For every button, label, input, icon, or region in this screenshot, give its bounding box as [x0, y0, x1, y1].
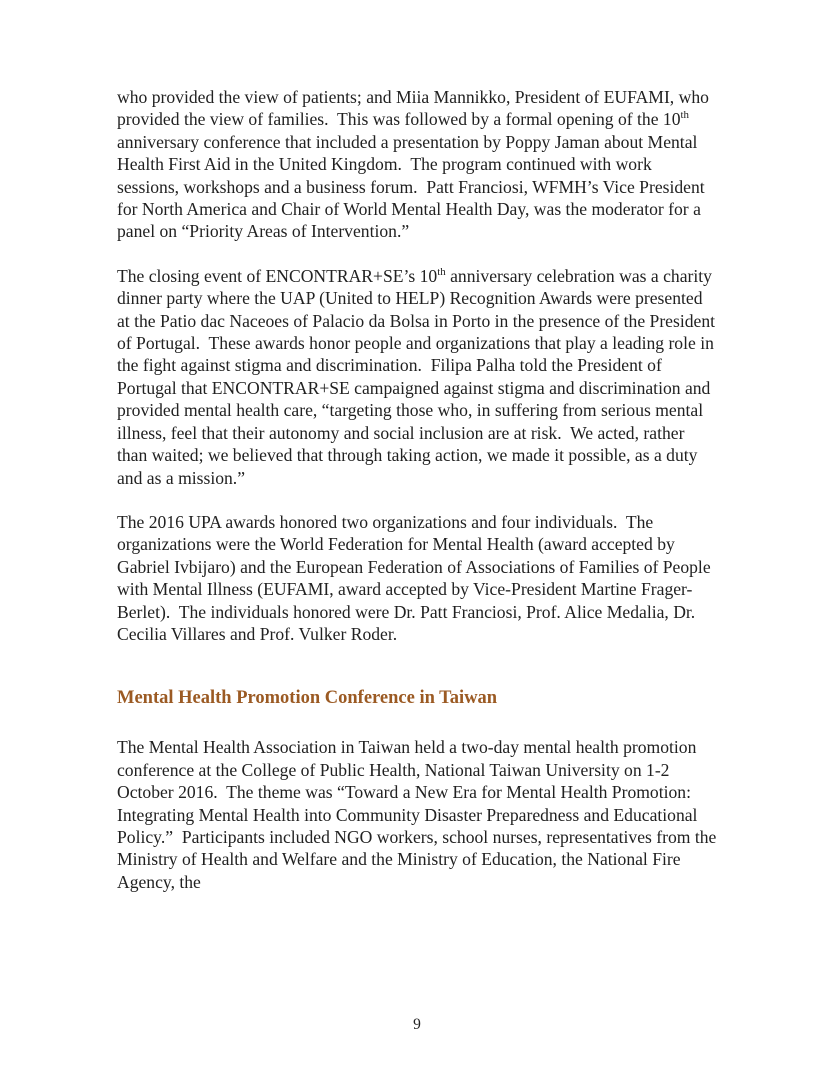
text-run: anniversary celebration was a charity dinner party where the UAP (United to HELP) Recognition Awards were presented at the Patio dac Naceoes of Palacio da Bolsa in Porto in the presence of the President of Portugal. These awards honor people and organizations that play a leading role in the fight against stigma and discrimination. Filipa Palha told the President of Portugal that ENCONTRAR+SE campaigned against stigma and discrimination and provided mental health care, “targeting those who, in suffering from serious mental illness, feel that their autonomy and social inclusion are at risk. We acted, rather than waited; we believed that through taking action, we made it possible, as a duty and as a mission.”: [117, 265, 720, 488]
text-run: The 2016 UPA awards honored two organizations and four individuals. The organizations were the World Federation for Mental Health (award accepted by Gabriel Ivbijaro) and the European Federation of Associations of Families of People with Mental Illness (EUFAMI, award accepted by Vice-President Martine Frager-Berlet). The individuals honored were Dr. Patt Franciosi, Prof. Alice Medalia, Dr. Cecilia Villares and Prof. Vulker Roder.: [117, 511, 716, 644]
text-run: anniversary conference that included a presentation by Poppy Jaman about Mental Health First Aid in the United Kingdom. The program continued with work sessions, workshops and a business forum. Patt Franciosi, WFMH’s Vice President for North America and Chair of World Mental Health Day, was the moderator for a panel on “Priority Areas of Intervention.”: [117, 109, 710, 242]
paragraph: [117, 86, 718, 243]
superscript-text-run: th: [680, 109, 690, 122]
text-run: Mental Health Promotion Conference in Taiwan: [117, 688, 498, 709]
paragraph: [117, 511, 718, 645]
paragraph: [117, 265, 718, 489]
superscript-text-run: th: [437, 265, 446, 278]
page-number: 9: [413, 1016, 421, 1033]
text-run: The Mental Health Association in Taiwan held a two-day mental health promotion conference at the College of Public Health, National Taiwan University on 1-2 October 2016. The theme was “Toward a New Era for Mental Health Promotion: Integrating Mental Health into Community Disaster Preparedness and Educational Policy.” Participants included NGO workers, school nurses, representatives from the Ministry of Health and Welfare and the Ministry of Education, the National Fire Agency, the: [117, 737, 721, 892]
page-footer: [0, 1016, 834, 1034]
text-run: The closing event of ENCONTRAR+SE’s 10: [117, 265, 438, 286]
text-run: who provided the view of patients; and Miia Mannikko, President of EUFAMI, who provided the view of families. This was followed by a formal opening of the 10: [117, 87, 714, 130]
page-body: [117, 86, 721, 915]
section-heading: [117, 687, 718, 709]
paragraph: [117, 736, 721, 893]
